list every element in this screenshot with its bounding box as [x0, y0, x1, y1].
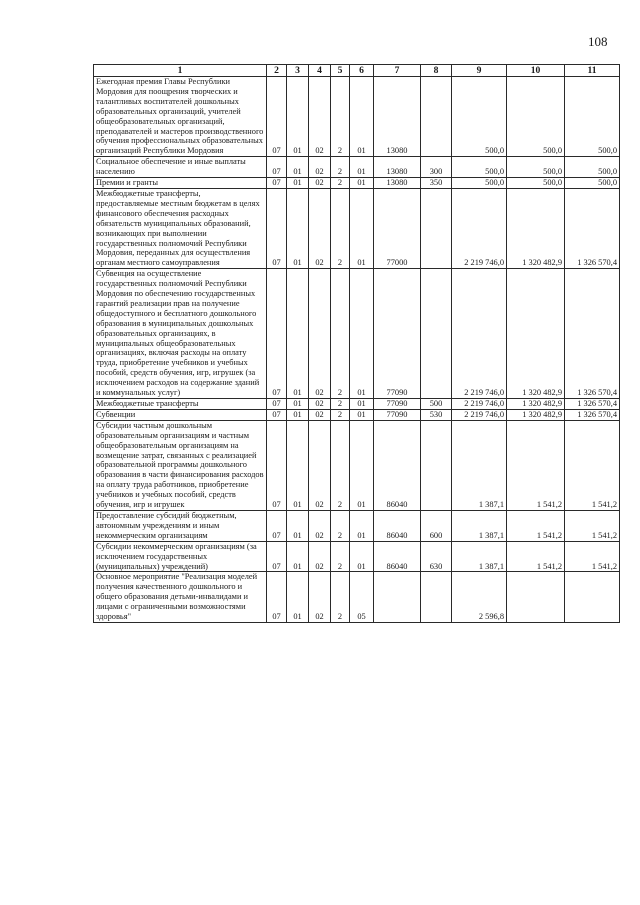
header-col-8: 8: [421, 65, 452, 77]
table-row: [94, 510, 620, 541]
cell-col-10: 500,0: [507, 77, 565, 157]
cell-col-7: 86040: [374, 420, 421, 510]
cell-col-9: 2 219 746,0: [452, 399, 507, 410]
cell-col-7: 13080: [374, 178, 421, 189]
cell-col-4: 02: [309, 188, 331, 268]
cell-col-8: [421, 188, 452, 268]
cell-col-9: 1 387,1: [452, 541, 507, 572]
cell-col-2: 07: [267, 188, 287, 268]
cell-col-5: 2: [331, 178, 350, 189]
cell-col-8: [421, 572, 452, 623]
cell-col-10: 1 320 482,9: [507, 269, 565, 399]
cell-col-7: 13080: [374, 157, 421, 178]
cell-col-6: 01: [350, 409, 374, 420]
table-row: [94, 541, 620, 572]
cell-col-2: 07: [267, 269, 287, 399]
cell-col-4: 02: [309, 541, 331, 572]
cell-col-11: 1 541,2: [565, 510, 620, 541]
cell-col-5: 2: [331, 541, 350, 572]
cell-col-11: 1 326 570,4: [565, 399, 620, 410]
table-row: [94, 188, 620, 268]
cell-col-3: 01: [287, 188, 309, 268]
cell-col-6: 05: [350, 572, 374, 623]
row-name: Межбюджетные трансферты, предоставляемые местным бюджетам в целях финансового обеспечения расходных обязательств муниципальных образований, возникающих при выполнении государственных полномочий Республики Мордовия, переданных для осуществления органам местного самоуправления: [94, 188, 267, 268]
cell-col-4: 02: [309, 572, 331, 623]
cell-col-9: 2 219 746,0: [452, 269, 507, 399]
cell-col-11: 1 326 570,4: [565, 409, 620, 420]
cell-col-2: 07: [267, 541, 287, 572]
cell-col-10: [507, 572, 565, 623]
cell-col-8: [421, 77, 452, 157]
cell-col-7: 77090: [374, 269, 421, 399]
cell-col-10: 500,0: [507, 178, 565, 189]
cell-col-3: 01: [287, 409, 309, 420]
cell-col-4: 02: [309, 399, 331, 410]
header-col-5: 5: [331, 65, 350, 77]
cell-col-11: 1 541,2: [565, 541, 620, 572]
cell-col-3: 01: [287, 399, 309, 410]
cell-col-4: 02: [309, 409, 331, 420]
cell-col-10: 1 320 482,9: [507, 409, 565, 420]
cell-col-9: 1 387,1: [452, 420, 507, 510]
page-number: 108: [588, 34, 608, 49]
cell-col-11: 1 326 570,4: [565, 188, 620, 268]
cell-col-2: 07: [267, 572, 287, 623]
table-row: [94, 157, 620, 178]
cell-col-11: 500,0: [565, 77, 620, 157]
row-name: Межбюджетные трансферты: [94, 399, 267, 410]
cell-col-9: 2 219 746,0: [452, 409, 507, 420]
cell-col-10: 500,0: [507, 157, 565, 178]
row-name: Ежегодная премия Главы Республики Мордовия для поощрения творческих и талантливых воспитателей дошкольных образовательных организаций, учителей общеобразовательных организаций, преподавателей и мастеров производственного обучения профессиональных образовательных организаций Республики Мордовия: [94, 77, 267, 157]
cell-col-4: 02: [309, 157, 331, 178]
cell-col-2: 07: [267, 510, 287, 541]
cell-col-8: [421, 269, 452, 399]
row-name: Субсидии частным дошкольным образовательным организациям и частным общеобразовательным организациям на возмещение затрат, связанных с реализацией образовательной программы дошкольного образования в части финансирования расходов на оплату труда работников, приобретение учебников и учебных пособий, средств обучения, игр и игрушек: [94, 420, 267, 510]
cell-col-8: 500: [421, 399, 452, 410]
cell-col-2: 07: [267, 420, 287, 510]
row-name: Субвенция на осуществление государственных полномочий Республики Мордовия по обеспечению государственных гарантий реализации прав на получение общедоступного и бесплатного дошкольного образования в муниципальных дошкольных образовательных организациях, в муниципальных общеобразовательных организациях, включая расходы на оплату труда, приобретение учебников и учебных пособий, средств обучения, игр, игрушек (за исключением расходов на содержание зданий и коммунальных услуг): [94, 269, 267, 399]
table-row: [94, 420, 620, 510]
cell-col-10: 1 541,2: [507, 541, 565, 572]
cell-col-3: 01: [287, 541, 309, 572]
cell-col-7: [374, 572, 421, 623]
table-row: [94, 572, 620, 623]
cell-col-8: 630: [421, 541, 452, 572]
cell-col-2: 07: [267, 399, 287, 410]
row-name: Социальное обеспечение и иные выплаты населению: [94, 157, 267, 178]
header-col-4: 4: [309, 65, 331, 77]
cell-col-5: 2: [331, 77, 350, 157]
cell-col-11: 1 326 570,4: [565, 269, 620, 399]
cell-col-4: 02: [309, 420, 331, 510]
cell-col-7: 86040: [374, 510, 421, 541]
cell-col-6: 01: [350, 77, 374, 157]
cell-col-11: 500,0: [565, 178, 620, 189]
table-row: [94, 77, 620, 157]
table-row: [94, 178, 620, 189]
cell-col-5: 2: [331, 572, 350, 623]
cell-col-2: 07: [267, 157, 287, 178]
cell-col-3: 01: [287, 269, 309, 399]
table-row: [94, 399, 620, 410]
table-row: [94, 269, 620, 399]
cell-col-9: 500,0: [452, 77, 507, 157]
cell-col-10: 1 541,2: [507, 510, 565, 541]
header-row: [94, 65, 620, 77]
cell-col-11: 500,0: [565, 157, 620, 178]
cell-col-9: 2 596,8: [452, 572, 507, 623]
cell-col-3: 01: [287, 510, 309, 541]
cell-col-6: 01: [350, 157, 374, 178]
header-col-2: 2: [267, 65, 287, 77]
cell-col-9: 1 387,1: [452, 510, 507, 541]
header-col-11: 11: [565, 65, 620, 77]
header-col-1: 1: [94, 65, 267, 77]
table-row: [94, 409, 620, 420]
header-col-9: 9: [452, 65, 507, 77]
row-name: Основное мероприятие "Реализация моделей получения качественного дошкольного и общего образования детьми-инвалидами и лицами с ограниченными возможностями здоровья": [94, 572, 267, 623]
cell-col-6: 01: [350, 541, 374, 572]
row-name: Предоставление субсидий бюджетным, автономным учреждениям и иным некоммерческим организациям: [94, 510, 267, 541]
cell-col-3: 01: [287, 572, 309, 623]
cell-col-4: 02: [309, 77, 331, 157]
budget-table: [93, 64, 620, 623]
header-col-7: 7: [374, 65, 421, 77]
cell-col-8: [421, 420, 452, 510]
cell-col-7: 77090: [374, 409, 421, 420]
cell-col-5: 2: [331, 399, 350, 410]
cell-col-5: 2: [331, 420, 350, 510]
cell-col-8: 350: [421, 178, 452, 189]
cell-col-9: 500,0: [452, 157, 507, 178]
cell-col-7: 77090: [374, 399, 421, 410]
cell-col-3: 01: [287, 157, 309, 178]
cell-col-5: 2: [331, 188, 350, 268]
cell-col-10: 1 541,2: [507, 420, 565, 510]
header-col-3: 3: [287, 65, 309, 77]
row-name: Субсидии некоммерческим организациям (за исключением государственных (муниципальных) учреждений): [94, 541, 267, 572]
cell-col-10: 1 320 482,9: [507, 188, 565, 268]
cell-col-5: 2: [331, 510, 350, 541]
header-col-10: 10: [507, 65, 565, 77]
cell-col-4: 02: [309, 178, 331, 189]
cell-col-11: [565, 572, 620, 623]
cell-col-8: 530: [421, 409, 452, 420]
cell-col-6: 01: [350, 399, 374, 410]
cell-col-4: 02: [309, 510, 331, 541]
cell-col-5: 2: [331, 269, 350, 399]
cell-col-8: 600: [421, 510, 452, 541]
cell-col-5: 2: [331, 409, 350, 420]
cell-col-6: 01: [350, 420, 374, 510]
cell-col-4: 02: [309, 269, 331, 399]
cell-col-6: 01: [350, 188, 374, 268]
cell-col-3: 01: [287, 77, 309, 157]
cell-col-10: 1 320 482,9: [507, 399, 565, 410]
cell-col-3: 01: [287, 420, 309, 510]
cell-col-6: 01: [350, 178, 374, 189]
cell-col-7: 86040: [374, 541, 421, 572]
row-name: Премии и гранты: [94, 178, 267, 189]
cell-col-3: 01: [287, 178, 309, 189]
cell-col-2: 07: [267, 178, 287, 189]
cell-col-6: 01: [350, 269, 374, 399]
cell-col-9: 500,0: [452, 178, 507, 189]
cell-col-7: 13080: [374, 77, 421, 157]
cell-col-11: 1 541,2: [565, 420, 620, 510]
cell-col-8: 300: [421, 157, 452, 178]
cell-col-7: 77000: [374, 188, 421, 268]
cell-col-5: 2: [331, 157, 350, 178]
cell-col-9: 2 219 746,0: [452, 188, 507, 268]
cell-col-6: 01: [350, 510, 374, 541]
header-col-6: 6: [350, 65, 374, 77]
row-name: Субвенции: [94, 409, 267, 420]
cell-col-2: 07: [267, 77, 287, 157]
cell-col-2: 07: [267, 409, 287, 420]
